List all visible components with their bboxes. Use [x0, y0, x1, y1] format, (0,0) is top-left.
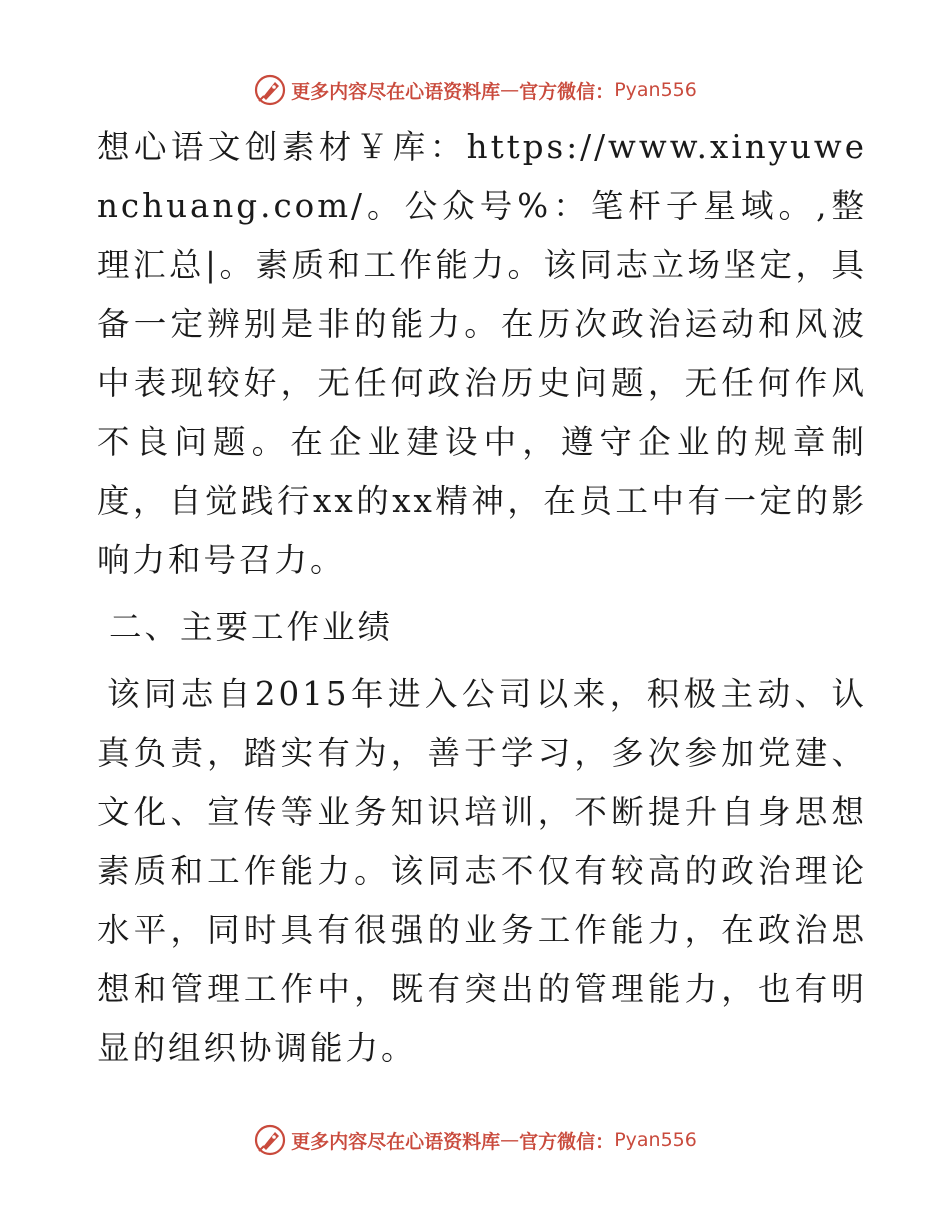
banner-wechat-id: Pyan556 [614, 1129, 697, 1151]
banner-wechat-label: 官方微信： [519, 80, 615, 103]
section-heading: 二、主要工作业绩 [109, 608, 394, 646]
banner-main-text: 更多内容尽在心语资料库 [291, 80, 501, 103]
banner-wechat-id: Pyan556 [614, 79, 697, 101]
pen-nib-logo-icon [253, 1123, 287, 1157]
pen-nib-logo-icon [253, 73, 287, 107]
paragraph-intro: 想心语文创素材￥库：https://www.xinyuwenchuang.com/。公众号%：笔杆子星域。,整理汇总|。素质和工作能力。该同志立场坚定，具备一定辨别是非的能力。在历次政治运动和风波中表现较好，无任何政治历史问题，无任何作风不良问题。在企业建设中，遵守企业的规章制度，自觉践行xx的xx精神，在员工中有一定的影响力和号召力。 [97, 128, 867, 579]
banner-main-text: 更多内容尽在心语资料库 [291, 1130, 501, 1153]
banner-separator: — [500, 1129, 520, 1151]
header-banner [0, 70, 950, 110]
document-body [97, 118, 867, 1078]
paragraph-achievements: 该同志自2015年进入公司以来，积极主动、认真负责，踏实有为，善于学习，多次参加党建、文化、宣传等业务知识培训，不断提升自身思想素质和工作能力。该同志不仅有较高的政治理论水平，同时具有很强的业务工作能力，在政治思想和管理工作中，既有突出的管理能力，也有明显的组织协调能力。 [97, 675, 867, 1067]
footer-banner [0, 1120, 950, 1160]
banner-separator: — [500, 79, 520, 101]
banner-wechat-label: 官方微信： [519, 1130, 615, 1153]
